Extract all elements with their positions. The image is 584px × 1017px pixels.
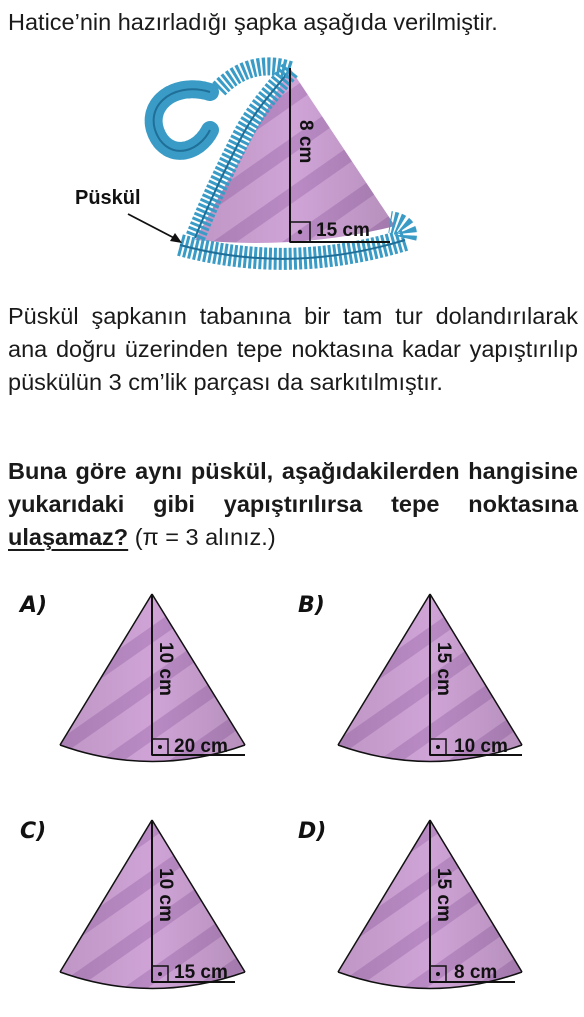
intro-text: Hatice’nin hazırladığı şapka aşağıda verilmiştir.: [8, 9, 498, 35]
tassel-arrow: [128, 214, 178, 240]
hat-figure: [75, 66, 406, 258]
hat-radius-label: 15 cm: [316, 220, 370, 241]
question-part2: (π = 3 alınız.): [128, 524, 276, 550]
tassel-label: Püskül: [75, 187, 141, 209]
option-a-height-label: 10 cm: [155, 642, 176, 696]
option-c[interactable]: [20, 819, 245, 989]
option-b-letter: B): [298, 593, 325, 618]
question-text: [8, 455, 578, 554]
option-d-letter: D): [298, 819, 327, 844]
option-b[interactable]: [298, 593, 522, 762]
option-c-radius-label: 15 cm: [174, 962, 228, 983]
option-c-height-label: 10 cm: [155, 868, 176, 922]
option-a-letter: A): [20, 593, 48, 618]
problem-paragraph: Püskül şapkanın tabanına bir tam tur dolandırılarak ana doğru üzerinden tepe noktasına kadar yapıştırılıp püskülün 3 cm’lik parçası da sarkıtılmıştır.: [8, 303, 578, 395]
option-c-letter: C): [20, 819, 47, 844]
option-b-radius-label: 10 cm: [454, 736, 508, 757]
question-emphasis: ulaşamaz?: [8, 524, 129, 550]
option-d-height-label: 15 cm: [433, 868, 454, 922]
option-a-radius-label: 20 cm: [174, 736, 228, 757]
hat-height-label: 8 cm: [295, 120, 316, 164]
option-b-height-label: 15 cm: [433, 642, 454, 696]
option-d[interactable]: [298, 819, 522, 989]
option-d-radius-label: 8 cm: [454, 962, 498, 983]
question-part1: Buna göre aynı püskül, aşağıdakilerden hangisine yukarıdaki gibi yapıştırılırsa tepe noktasına: [8, 458, 578, 517]
option-a[interactable]: [18, 593, 245, 762]
